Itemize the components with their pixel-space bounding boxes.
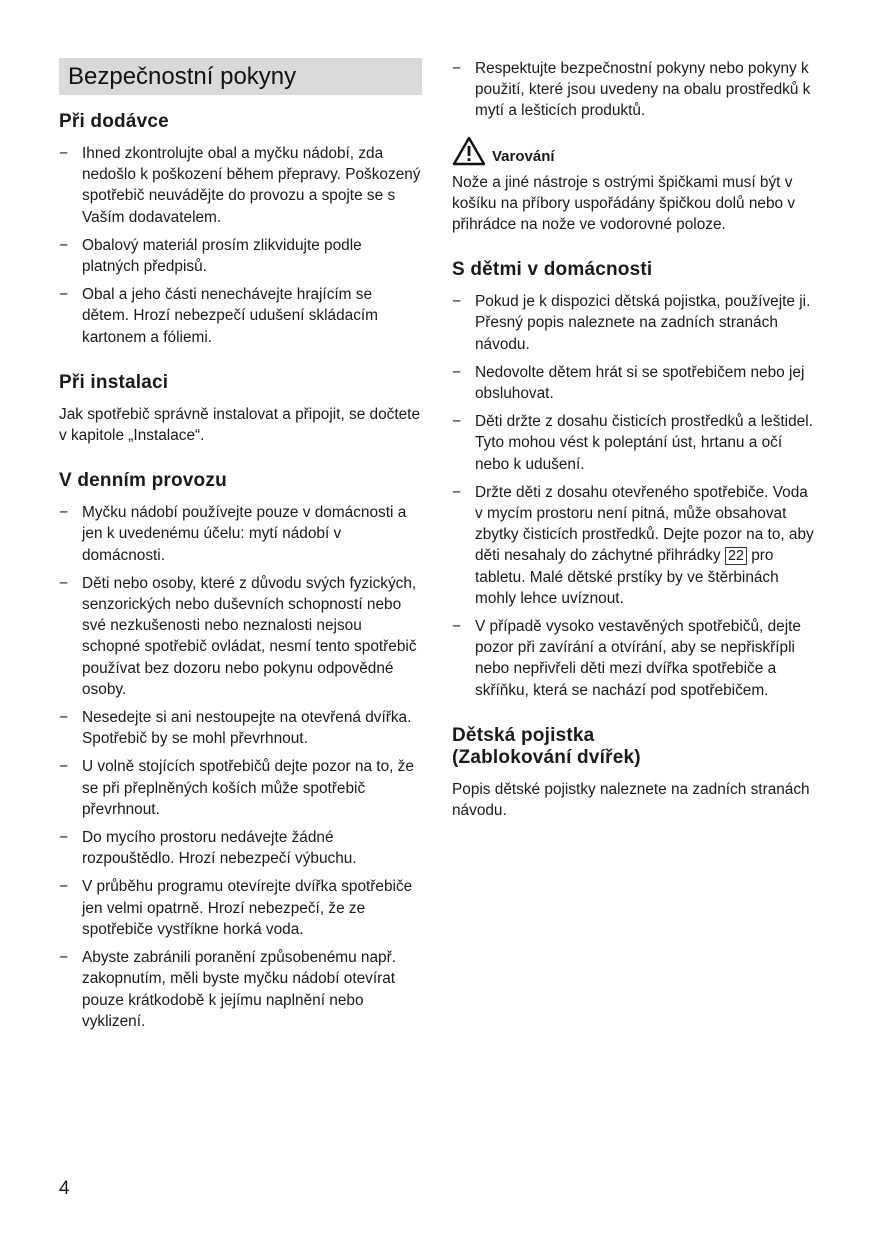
section-heading-installation: Při instalaci: [59, 371, 169, 393]
left-column: [59, 58, 422, 1056]
section-heading-child-lock: [452, 725, 818, 769]
list-item: − Ihned zkontrolujte obal a myčku nádobí, zda nedošlo k poškození během přepravy. Poškozený spotřebič neuvádějte do provozu a spojte se s Vaším dodavatelem.: [59, 143, 422, 228]
list-item: − Respektujte bezpečnostní pokyny nebo pokyny k použití, které jsou uvedeny na obalu prostředků k mytí a lešticích produktů.: [452, 58, 818, 122]
warning-label: Varování: [492, 147, 555, 165]
list-item: − U volně stojících spotřebičů dejte pozor na to, že se při přeplněných koších může spotřebič převrhnout.: [59, 756, 422, 820]
list-item: − Abyste zabránili poranění způsobenému např. zakopnutím, měli byste myčku nádobí otevírat pouze krátkodobě k jejímu naplnění nebo vyklizení.: [59, 947, 422, 1032]
list-item: − Nesedejte si ani nestoupejte na otevřená dvířka. Spotřebič by se mohl převrhnout.: [59, 707, 422, 749]
section-heading-delivery: Při dodávce: [59, 111, 169, 132]
section-child-lock: [452, 725, 818, 821]
list-item: − Obal a jeho části nenechávejte hrajícím se dětem. Hrozí nebezpečí udušení skládacím kartonem a fóliemi.: [59, 284, 422, 348]
delivery-list: [59, 143, 422, 348]
section-heading-children: S dětmi v domácnosti: [452, 259, 653, 281]
list-item: − Nedovolte dětem hrát si se spotřebičem nebo jej obsluhovat.: [452, 362, 818, 404]
list-item: − V případě vysoko vestavěných spotřebičů, dejte pozor při zavírání a otvírání, aby se nepřiskřípli nebo nepřivřeli děti mezi dvířka spotřebiče a skříňku, která se nachází pod spotřebičem.: [452, 616, 818, 701]
page-number: 4: [59, 1178, 70, 1199]
heading-line: (Zablokování dvířek): [452, 746, 641, 768]
warning-text: Nože a jiné nástroje s ostrými špičkami musí být v košíku na příbory uspořádány špičkou dolů nebo v přihrádce na nože ve vodorovné poloze.: [452, 173, 796, 234]
children-list: [452, 291, 818, 701]
warning-header: [452, 136, 818, 166]
reference-number-box: 22: [725, 547, 747, 565]
installation-text: Jak spotřebič správně instalovat a připojit, se dočtete v kapitole „Instalace“.: [59, 405, 421, 445]
right-column: [452, 58, 818, 845]
section-installation: [59, 372, 422, 446]
section-delivery: [59, 111, 422, 348]
section-children: [452, 259, 818, 701]
list-item: − Děti nebo osoby, které z důvodu svých fyzických, senzorických nebo duševních schopností nebo své nezkušenosti nebo neznalosti nejsou schopné spotřebič ovládat, nesmí tento spotřebič používat bez dozoru nebo pokynu odpovědné osoby.: [59, 573, 422, 700]
list-item: − Myčku nádobí používejte pouze v domácnosti a jen k uvedenému účelu: mytí nádobí v domácnosti.: [59, 502, 422, 566]
section-heading-daily-use: V denním provozu: [59, 470, 227, 492]
list-item: − Děti držte z dosahu čisticích prostředků a leštidel. Tyto mohou vést k poleptání úst, hrtanu a očí nebo k udušení.: [452, 411, 818, 475]
item-text: Držte děti z dosahu otevřeného spotřebiče. Voda v mycím prostoru není pitná, může obsahovat zbytky čisticích prostředků. Dejte pozor na to, aby děti nesahaly do záchytné přihrádky: [475, 483, 814, 565]
list-item: − Do mycího prostoru nedávejte žádné rozpouštědlo. Hrozí nebezpečí výbuchu.: [59, 827, 422, 869]
page-title: Bezpečnostní pokyny: [59, 58, 422, 95]
daily-use-list: [59, 502, 422, 1032]
warning-triangle-icon: [452, 136, 486, 166]
list-item: − V průběhu programu otevírejte dvířka spotřebiče jen velmi opatrně. Hrozí nebezpečí, že ze spotřebiče vystříkne horká voda.: [59, 876, 422, 940]
list-item: − Pokud je k dispozici dětská pojistka, používejte ji. Přesný popis naleznete na zadních stranách návodu.: [452, 291, 818, 355]
item-text: pro tabletu. Malé dětské prstíky by ve štěrbinách mohly lehce uvíznout.: [475, 547, 779, 607]
child-lock-text: Popis dětské pojistky naleznete na zadních stranách návodu.: [452, 780, 810, 820]
section-daily-use: [59, 470, 422, 1032]
list-item: − Obalový materiál prosím zlikvidujte podle platných předpisů.: [59, 235, 422, 277]
continued-list: [452, 58, 818, 122]
heading-line: Dětská pojistka: [452, 724, 595, 746]
list-item: [452, 482, 818, 609]
section-warning: [452, 172, 818, 236]
